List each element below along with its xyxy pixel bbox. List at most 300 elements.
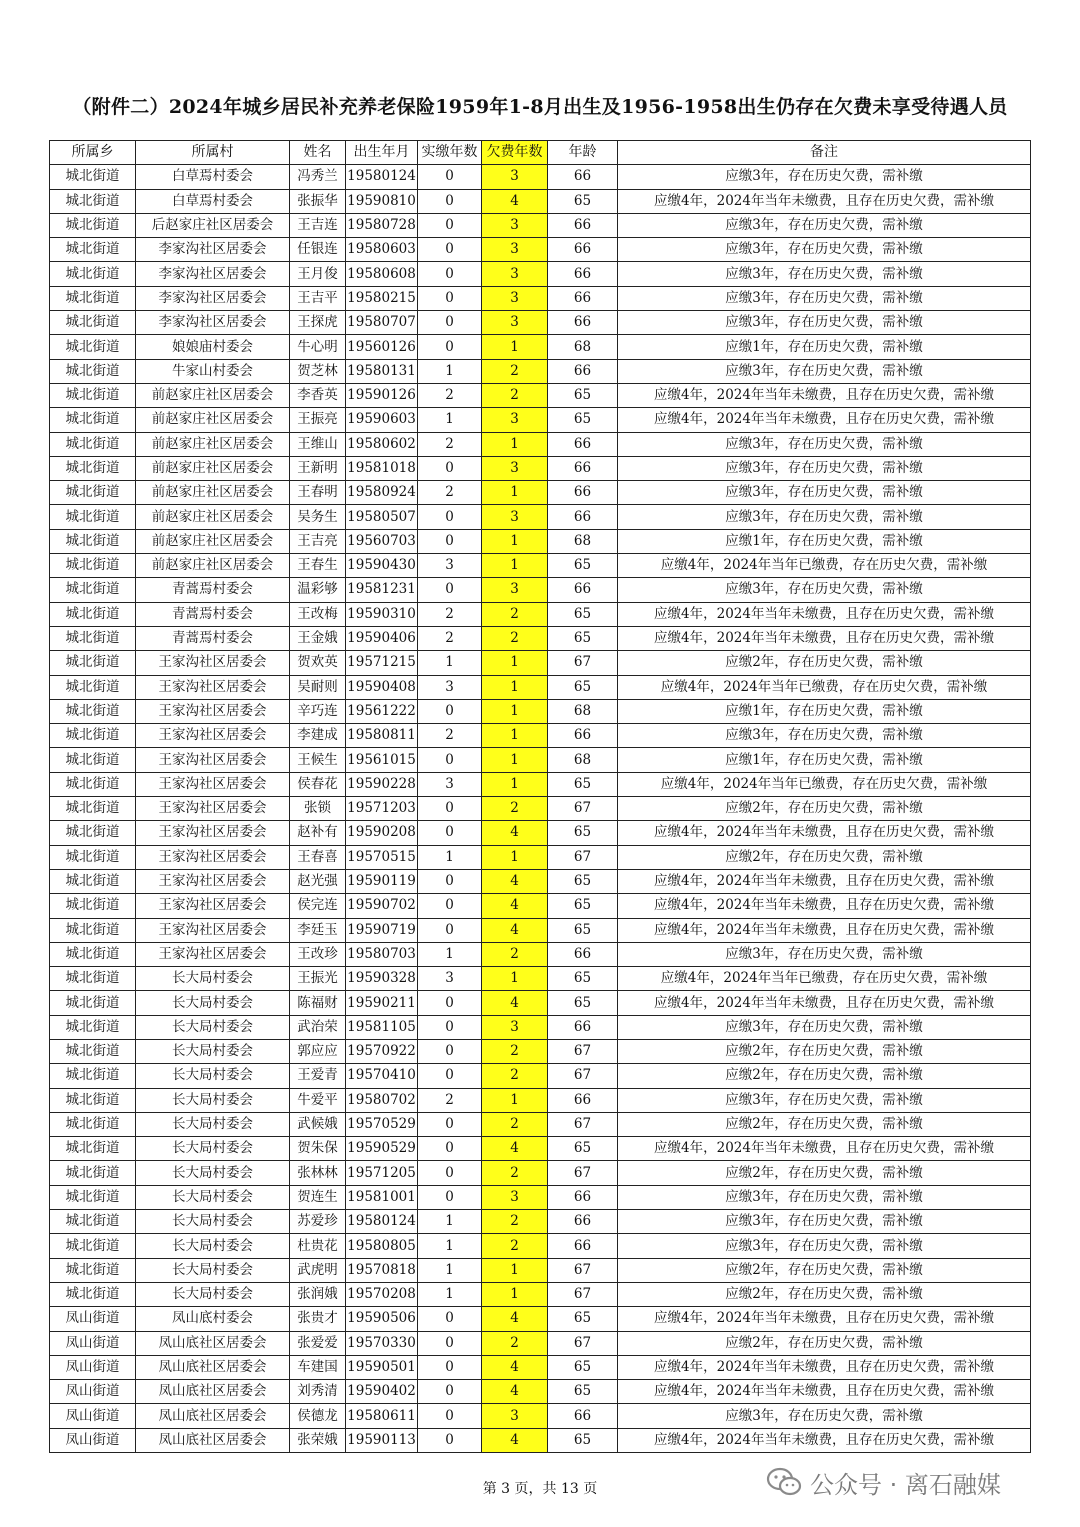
cell-remarks: 应缴4年，2024年当年已缴费，存在历史欠费，需补缴 — [618, 772, 1031, 796]
cell-birth-date: 19590228 — [346, 772, 418, 796]
cell-arrears-years: 2 — [482, 1210, 548, 1234]
cell-township: 城北街道 — [50, 311, 136, 335]
cell-age: 66 — [548, 1015, 618, 1039]
cell-age: 67 — [548, 797, 618, 821]
cell-arrears-years: 4 — [482, 1380, 548, 1404]
cell-name: 吴耐则 — [290, 675, 346, 699]
cell-age: 66 — [548, 286, 618, 310]
cell-age: 66 — [548, 456, 618, 480]
cell-age: 65 — [548, 383, 618, 407]
cell-name: 王爱青 — [290, 1064, 346, 1088]
cell-village: 王家沟社区居委会 — [136, 894, 290, 918]
cell-age: 67 — [548, 651, 618, 675]
cell-remarks: 应缴4年，2024年当年已缴费，存在历史欠费，需补缴 — [618, 675, 1031, 699]
cell-paid-years: 2 — [418, 383, 482, 407]
table-row — [50, 845, 1031, 869]
cell-remarks: 应缴4年，2024年当年未缴费，且存在历史欠费，需补缴 — [618, 918, 1031, 942]
cell-birth-date: 19590113 — [346, 1428, 418, 1452]
cell-remarks: 应缴3年，存在历史欠费，需补缴 — [618, 432, 1031, 456]
cell-name: 赵光强 — [290, 869, 346, 893]
cell-name: 牛心明 — [290, 335, 346, 359]
table-row — [50, 1039, 1031, 1063]
cell-age: 65 — [548, 1380, 618, 1404]
cell-birth-date: 19571203 — [346, 797, 418, 821]
cell-village: 长大局村委会 — [136, 1137, 290, 1161]
cell-remarks: 应缴1年，存在历史欠费，需补缴 — [618, 699, 1031, 723]
cell-village: 后赵家庄社区居委会 — [136, 213, 290, 237]
cell-paid-years: 0 — [418, 335, 482, 359]
cell-remarks: 应缴3年，存在历史欠费，需补缴 — [618, 724, 1031, 748]
table-row — [50, 383, 1031, 407]
cell-township: 城北街道 — [50, 869, 136, 893]
cell-arrears-years: 1 — [482, 554, 548, 578]
cell-village: 娘娘庙村委会 — [136, 335, 290, 359]
cell-age: 65 — [548, 1428, 618, 1452]
cell-age: 65 — [548, 869, 618, 893]
cell-remarks: 应缴1年，存在历史欠费，需补缴 — [618, 335, 1031, 359]
cell-paid-years: 2 — [418, 1088, 482, 1112]
cell-remarks: 应缴2年，存在历史欠费，需补缴 — [618, 1039, 1031, 1063]
table-row — [50, 1282, 1031, 1306]
cell-age: 67 — [548, 1282, 618, 1306]
cell-village: 长大局村委会 — [136, 991, 290, 1015]
cell-name: 王维山 — [290, 432, 346, 456]
cell-name: 冯秀兰 — [290, 165, 346, 189]
cell-paid-years: 1 — [418, 942, 482, 966]
table-row — [50, 869, 1031, 893]
page-footer: 第 3 页，共 13 页 — [482, 1481, 598, 1497]
cell-township: 城北街道 — [50, 1039, 136, 1063]
table-row — [50, 602, 1031, 626]
cell-village: 凤山底村委会 — [136, 1307, 290, 1331]
cell-remarks: 应缴3年，存在历史欠费，需补缴 — [618, 505, 1031, 529]
cell-name: 贺欢英 — [290, 651, 346, 675]
cell-paid-years: 0 — [418, 1355, 482, 1379]
cell-village: 青蒿焉村委会 — [136, 626, 290, 650]
cell-age: 65 — [548, 408, 618, 432]
table-row — [50, 505, 1031, 529]
cell-village: 前赵家庄社区居委会 — [136, 408, 290, 432]
cell-remarks: 应缴4年，2024年当年未缴费，且存在历史欠费，需补缴 — [618, 1307, 1031, 1331]
cell-remarks: 应缴4年，2024年当年已缴费，存在历史欠费，需补缴 — [618, 554, 1031, 578]
cell-arrears-years: 4 — [482, 1137, 548, 1161]
cell-birth-date: 19581231 — [346, 578, 418, 602]
cell-arrears-years: 2 — [482, 602, 548, 626]
cell-birth-date: 19590126 — [346, 383, 418, 407]
header-village: 所属村 — [136, 141, 290, 165]
cell-birth-date: 19590208 — [346, 821, 418, 845]
cell-age: 66 — [548, 1234, 618, 1258]
cell-township: 城北街道 — [50, 1161, 136, 1185]
cell-arrears-years: 1 — [482, 699, 548, 723]
cell-remarks: 应缴3年，存在历史欠费，需补缴 — [618, 1210, 1031, 1234]
cell-remarks: 应缴3年，存在历史欠费，需补缴 — [618, 238, 1031, 262]
cell-age: 66 — [548, 311, 618, 335]
cell-township: 城北街道 — [50, 578, 136, 602]
cell-arrears-years: 2 — [482, 1112, 548, 1136]
cell-age: 67 — [548, 1258, 618, 1282]
table-row — [50, 408, 1031, 432]
cell-birth-date: 19590506 — [346, 1307, 418, 1331]
cell-birth-date: 19570818 — [346, 1258, 418, 1282]
cell-birth-date: 19580702 — [346, 1088, 418, 1112]
cell-remarks: 应缴4年，2024年当年未缴费，且存在历史欠费，需补缴 — [618, 821, 1031, 845]
cell-paid-years: 0 — [418, 213, 482, 237]
table-header-row — [50, 141, 1031, 165]
cell-paid-years: 1 — [418, 1234, 482, 1258]
cell-paid-years: 0 — [418, 1307, 482, 1331]
cell-paid-years: 0 — [418, 1380, 482, 1404]
cell-village: 长大局村委会 — [136, 1161, 290, 1185]
table-row — [50, 1307, 1031, 1331]
table-row — [50, 456, 1031, 480]
cell-township: 城北街道 — [50, 286, 136, 310]
table-row — [50, 1355, 1031, 1379]
cell-arrears-years: 1 — [482, 335, 548, 359]
cell-village: 凤山底社区居委会 — [136, 1331, 290, 1355]
cell-age: 65 — [548, 821, 618, 845]
cell-arrears-years: 4 — [482, 189, 548, 213]
cell-township: 凤山街道 — [50, 1428, 136, 1452]
cell-age: 66 — [548, 262, 618, 286]
cell-village: 青蒿焉村委会 — [136, 578, 290, 602]
cell-birth-date: 19590119 — [346, 869, 418, 893]
cell-age: 66 — [548, 213, 618, 237]
cell-paid-years: 0 — [418, 286, 482, 310]
cell-age: 66 — [548, 505, 618, 529]
cell-remarks: 应缴3年，存在历史欠费，需补缴 — [618, 286, 1031, 310]
table-row — [50, 554, 1031, 578]
cell-paid-years: 0 — [418, 189, 482, 213]
cell-arrears-years: 1 — [482, 1258, 548, 1282]
cell-name: 牛爱平 — [290, 1088, 346, 1112]
cell-village: 长大局村委会 — [136, 967, 290, 991]
cell-birth-date: 19581001 — [346, 1185, 418, 1209]
cell-paid-years: 3 — [418, 554, 482, 578]
cell-township: 城北街道 — [50, 505, 136, 529]
cell-township: 城北街道 — [50, 165, 136, 189]
cell-township: 城北街道 — [50, 602, 136, 626]
cell-township: 凤山街道 — [50, 1404, 136, 1428]
cell-township: 城北街道 — [50, 432, 136, 456]
cell-paid-years: 0 — [418, 311, 482, 335]
cell-village: 王家沟社区居委会 — [136, 651, 290, 675]
cell-arrears-years: 1 — [482, 1282, 548, 1306]
cell-township: 城北街道 — [50, 1137, 136, 1161]
cell-paid-years: 0 — [418, 578, 482, 602]
cell-birth-date: 19590603 — [346, 408, 418, 432]
cell-township: 城北街道 — [50, 238, 136, 262]
cell-name: 侯春花 — [290, 772, 346, 796]
cell-name: 贺芝林 — [290, 359, 346, 383]
cell-birth-date: 19590211 — [346, 991, 418, 1015]
cell-remarks: 应缴2年，存在历史欠费，需补缴 — [618, 1258, 1031, 1282]
cell-birth-date: 19560126 — [346, 335, 418, 359]
cell-arrears-years: 3 — [482, 1185, 548, 1209]
cell-age: 65 — [548, 675, 618, 699]
cell-village: 长大局村委会 — [136, 1258, 290, 1282]
cell-name: 杜贵花 — [290, 1234, 346, 1258]
cell-name: 侯德龙 — [290, 1404, 346, 1428]
cell-birth-date: 19590810 — [346, 189, 418, 213]
cell-remarks: 应缴2年，存在历史欠费，需补缴 — [618, 1064, 1031, 1088]
cell-arrears-years: 2 — [482, 797, 548, 821]
cell-arrears-years: 1 — [482, 1088, 548, 1112]
cell-remarks: 应缴3年，存在历史欠费，需补缴 — [618, 359, 1031, 383]
cell-township: 城北街道 — [50, 991, 136, 1015]
cell-paid-years: 0 — [418, 699, 482, 723]
cell-name: 任银连 — [290, 238, 346, 262]
cell-remarks: 应缴2年，存在历史欠费，需补缴 — [618, 797, 1031, 821]
cell-remarks: 应缴1年，存在历史欠费，需补缴 — [618, 748, 1031, 772]
cell-birth-date: 19580507 — [346, 505, 418, 529]
cell-paid-years: 0 — [418, 1404, 482, 1428]
cell-birth-date: 19581105 — [346, 1015, 418, 1039]
cell-village: 凤山底社区居委会 — [136, 1404, 290, 1428]
cell-remarks: 应缴3年，存在历史欠费，需补缴 — [618, 578, 1031, 602]
cell-age: 65 — [548, 967, 618, 991]
cell-paid-years: 0 — [418, 1185, 482, 1209]
cell-birth-date: 19570208 — [346, 1282, 418, 1306]
cell-arrears-years: 1 — [482, 772, 548, 796]
cell-village: 前赵家庄社区居委会 — [136, 554, 290, 578]
cell-village: 白草焉村委会 — [136, 165, 290, 189]
cell-birth-date: 19580703 — [346, 942, 418, 966]
cell-arrears-years: 1 — [482, 967, 548, 991]
cell-name: 李香英 — [290, 383, 346, 407]
cell-township: 城北街道 — [50, 894, 136, 918]
cell-birth-date: 19570330 — [346, 1331, 418, 1355]
table-row — [50, 821, 1031, 845]
cell-name: 赵补有 — [290, 821, 346, 845]
cell-remarks: 应缴3年，存在历史欠费，需补缴 — [618, 1234, 1031, 1258]
cell-name: 王改梅 — [290, 602, 346, 626]
cell-paid-years: 0 — [418, 1112, 482, 1136]
cell-township: 城北街道 — [50, 1282, 136, 1306]
cell-name: 张振华 — [290, 189, 346, 213]
table-row — [50, 481, 1031, 505]
cell-arrears-years: 1 — [482, 724, 548, 748]
cell-paid-years: 1 — [418, 408, 482, 432]
cell-name: 张锁 — [290, 797, 346, 821]
table-row — [50, 262, 1031, 286]
cell-paid-years: 0 — [418, 1137, 482, 1161]
table-row — [50, 918, 1031, 942]
cell-remarks: 应缴4年，2024年当年未缴费，且存在历史欠费，需补缴 — [618, 383, 1031, 407]
cell-village: 王家沟社区居委会 — [136, 724, 290, 748]
cell-paid-years: 0 — [418, 869, 482, 893]
cell-township: 城北街道 — [50, 942, 136, 966]
cell-age: 66 — [548, 481, 618, 505]
cell-name: 刘秀清 — [290, 1380, 346, 1404]
cell-birth-date: 19580811 — [346, 724, 418, 748]
cell-village: 王家沟社区居委会 — [136, 797, 290, 821]
cell-birth-date: 19580124 — [346, 165, 418, 189]
cell-name: 王月俊 — [290, 262, 346, 286]
cell-age: 65 — [548, 918, 618, 942]
table-row — [50, 1258, 1031, 1282]
cell-paid-years: 2 — [418, 481, 482, 505]
cell-village: 王家沟社区居委会 — [136, 918, 290, 942]
cell-age: 66 — [548, 578, 618, 602]
cell-remarks: 应缴4年，2024年当年未缴费，且存在历史欠费，需补缴 — [618, 408, 1031, 432]
cell-arrears-years: 1 — [482, 481, 548, 505]
header-township: 所属乡 — [50, 141, 136, 165]
cell-arrears-years: 4 — [482, 869, 548, 893]
cell-arrears-years: 3 — [482, 165, 548, 189]
cell-birth-date: 19580602 — [346, 432, 418, 456]
table-row — [50, 651, 1031, 675]
cell-remarks: 应缴1年，存在历史欠费，需补缴 — [618, 529, 1031, 553]
wechat-icon — [766, 1466, 802, 1498]
cell-village: 王家沟社区居委会 — [136, 942, 290, 966]
cell-birth-date: 19580215 — [346, 286, 418, 310]
cell-remarks: 应缴4年，2024年当年未缴费，且存在历史欠费，需补缴 — [618, 626, 1031, 650]
table-row — [50, 991, 1031, 1015]
cell-paid-years: 0 — [418, 529, 482, 553]
table-row — [50, 1404, 1031, 1428]
cell-paid-years: 0 — [418, 1428, 482, 1452]
cell-village: 长大局村委会 — [136, 1234, 290, 1258]
cell-remarks: 应缴4年，2024年当年未缴费，且存在历史欠费，需补缴 — [618, 189, 1031, 213]
cell-paid-years: 0 — [418, 505, 482, 529]
cell-name: 王振亮 — [290, 408, 346, 432]
cell-name: 王春明 — [290, 481, 346, 505]
cell-township: 城北街道 — [50, 262, 136, 286]
cell-age: 66 — [548, 1088, 618, 1112]
cell-paid-years: 2 — [418, 602, 482, 626]
cell-paid-years: 0 — [418, 262, 482, 286]
cell-remarks: 应缴3年，存在历史欠费，需补缴 — [618, 1088, 1031, 1112]
cell-remarks: 应缴3年，存在历史欠费，需补缴 — [618, 311, 1031, 335]
cell-village: 李家沟社区居委会 — [136, 286, 290, 310]
cell-arrears-years: 1 — [482, 675, 548, 699]
cell-age: 65 — [548, 772, 618, 796]
cell-age: 67 — [548, 845, 618, 869]
table-row — [50, 335, 1031, 359]
cell-village: 长大局村委会 — [136, 1210, 290, 1234]
cell-village: 王家沟社区居委会 — [136, 699, 290, 723]
cell-township: 城北街道 — [50, 359, 136, 383]
cell-remarks: 应缴4年，2024年当年未缴费，且存在历史欠费，需补缴 — [618, 1137, 1031, 1161]
cell-paid-years: 0 — [418, 1015, 482, 1039]
cell-remarks: 应缴4年，2024年当年未缴费，且存在历史欠费，需补缴 — [618, 869, 1031, 893]
cell-village: 王家沟社区居委会 — [136, 869, 290, 893]
cell-village: 王家沟社区居委会 — [136, 821, 290, 845]
cell-township: 城北街道 — [50, 1064, 136, 1088]
cell-paid-years: 0 — [418, 1161, 482, 1185]
table-row — [50, 1064, 1031, 1088]
table-row — [50, 432, 1031, 456]
cell-birth-date: 19580805 — [346, 1234, 418, 1258]
cell-village: 长大局村委会 — [136, 1088, 290, 1112]
cell-name: 武候娥 — [290, 1112, 346, 1136]
cell-village: 王家沟社区居委会 — [136, 845, 290, 869]
cell-remarks: 应缴4年，2024年当年未缴费，且存在历史欠费，需补缴 — [618, 894, 1031, 918]
cell-township: 城北街道 — [50, 481, 136, 505]
cell-birth-date: 19580131 — [346, 359, 418, 383]
cell-arrears-years: 2 — [482, 359, 548, 383]
table-row — [50, 1112, 1031, 1136]
cell-paid-years: 3 — [418, 675, 482, 699]
cell-name: 张荣娥 — [290, 1428, 346, 1452]
cell-remarks: 应缴3年，存在历史欠费，需补缴 — [618, 1185, 1031, 1209]
cell-birth-date: 19580611 — [346, 1404, 418, 1428]
cell-arrears-years: 3 — [482, 1015, 548, 1039]
cell-township: 城北街道 — [50, 724, 136, 748]
cell-birth-date: 19580124 — [346, 1210, 418, 1234]
cell-remarks: 应缴2年，存在历史欠费，需补缴 — [618, 1331, 1031, 1355]
cell-paid-years: 0 — [418, 1039, 482, 1063]
cell-township: 城北街道 — [50, 335, 136, 359]
table-row — [50, 626, 1031, 650]
cell-paid-years: 2 — [418, 432, 482, 456]
cell-township: 城北街道 — [50, 1210, 136, 1234]
cell-birth-date: 19581018 — [346, 456, 418, 480]
cell-arrears-years: 4 — [482, 1428, 548, 1452]
cell-name: 王吉亮 — [290, 529, 346, 553]
cell-remarks: 应缴2年，存在历史欠费，需补缴 — [618, 1282, 1031, 1306]
cell-age: 66 — [548, 238, 618, 262]
cell-arrears-years: 4 — [482, 894, 548, 918]
cell-arrears-years: 3 — [482, 408, 548, 432]
table-row — [50, 772, 1031, 796]
cell-name: 王探虎 — [290, 311, 346, 335]
table-row — [50, 797, 1031, 821]
cell-paid-years: 3 — [418, 772, 482, 796]
cell-paid-years: 1 — [418, 1258, 482, 1282]
header-remarks: 备注 — [618, 141, 1031, 165]
cell-arrears-years: 1 — [482, 748, 548, 772]
cell-village: 李家沟社区居委会 — [136, 262, 290, 286]
cell-name: 张林林 — [290, 1161, 346, 1185]
cell-village: 长大局村委会 — [136, 1185, 290, 1209]
cell-paid-years: 1 — [418, 359, 482, 383]
cell-remarks: 应缴3年，存在历史欠费，需补缴 — [618, 1015, 1031, 1039]
cell-remarks: 应缴2年，存在历史欠费，需补缴 — [618, 651, 1031, 675]
cell-age: 65 — [548, 602, 618, 626]
cell-age: 67 — [548, 1064, 618, 1088]
table-row — [50, 165, 1031, 189]
cell-village: 前赵家庄社区居委会 — [136, 481, 290, 505]
cell-age: 67 — [548, 1331, 618, 1355]
cell-name: 贺连生 — [290, 1185, 346, 1209]
cell-birth-date: 19580728 — [346, 213, 418, 237]
table-row — [50, 1088, 1031, 1112]
cell-arrears-years: 2 — [482, 942, 548, 966]
arrears-table — [49, 140, 1031, 1453]
cell-birth-date: 19561222 — [346, 699, 418, 723]
cell-age: 68 — [548, 699, 618, 723]
cell-remarks: 应缴3年，存在历史欠费，需补缴 — [618, 165, 1031, 189]
cell-age: 65 — [548, 894, 618, 918]
cell-township: 城北街道 — [50, 821, 136, 845]
cell-township: 城北街道 — [50, 772, 136, 796]
cell-remarks: 应缴3年，存在历史欠费，需补缴 — [618, 456, 1031, 480]
cell-name: 王春生 — [290, 554, 346, 578]
cell-township: 城北街道 — [50, 456, 136, 480]
cell-birth-date: 19560703 — [346, 529, 418, 553]
cell-age: 66 — [548, 1210, 618, 1234]
cell-remarks: 应缴3年，存在历史欠费，需补缴 — [618, 1404, 1031, 1428]
cell-arrears-years: 3 — [482, 1404, 548, 1428]
cell-age: 65 — [548, 1355, 618, 1379]
cell-village: 长大局村委会 — [136, 1015, 290, 1039]
cell-name: 车建国 — [290, 1355, 346, 1379]
cell-paid-years: 1 — [418, 1210, 482, 1234]
cell-name: 张润娥 — [290, 1282, 346, 1306]
cell-village: 白草焉村委会 — [136, 189, 290, 213]
